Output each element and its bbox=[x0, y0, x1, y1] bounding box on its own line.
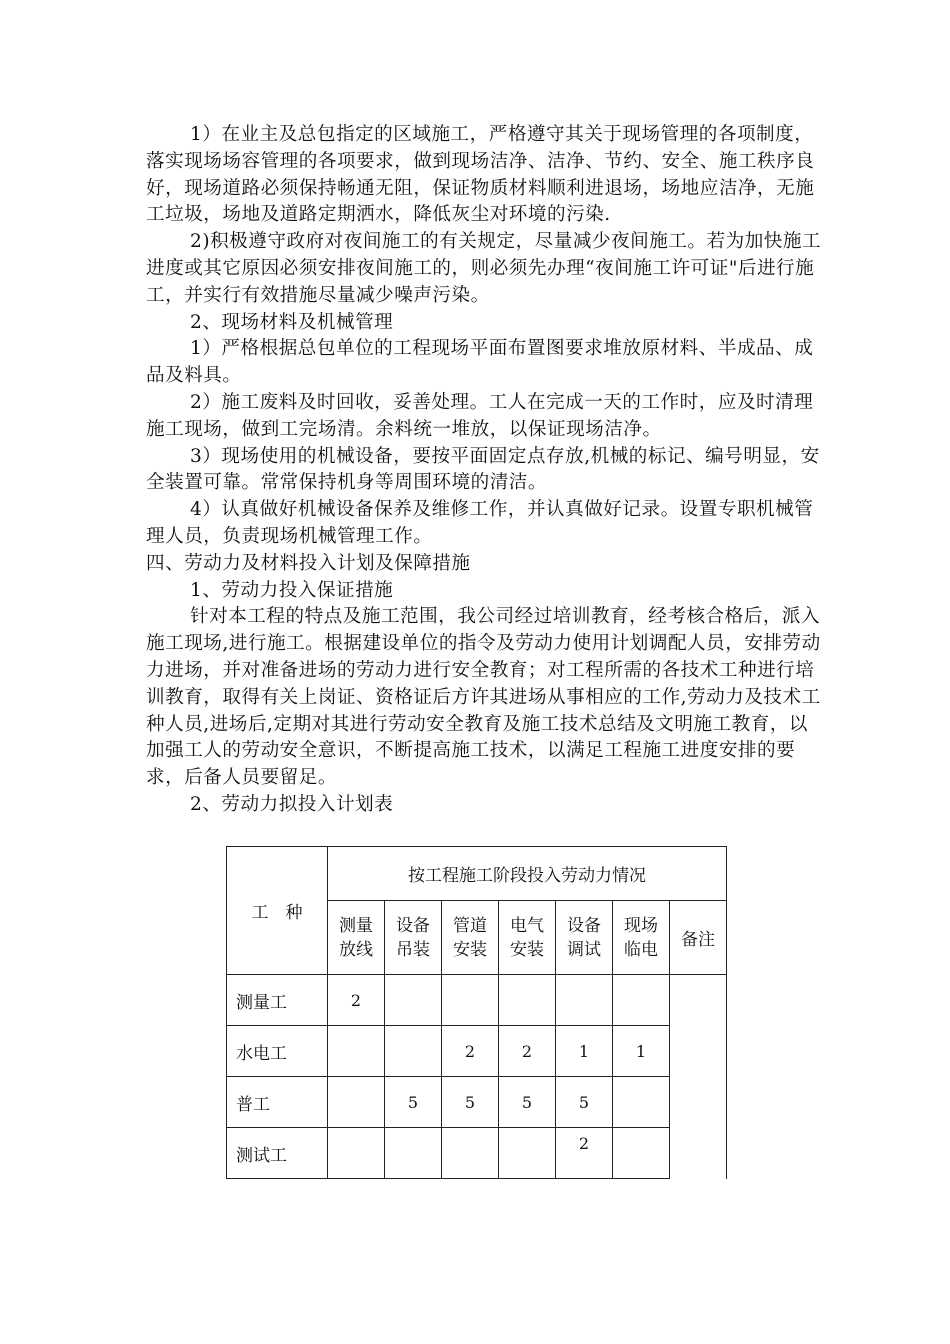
table-row bbox=[227, 1077, 727, 1128]
table-cell: 2 bbox=[328, 975, 385, 1026]
table-row bbox=[227, 1026, 727, 1077]
stage-header: 测量 放线 bbox=[328, 901, 385, 975]
table-cell bbox=[385, 1026, 442, 1077]
paragraph-labor-measures: 针对本工程的特点及施工范围，我公司经过培训教育，经考核合格后，派入施工现场,进行施工。根据建设单位的指令及劳动力使用计划调配人员，安排劳动力进场，并对准备进场的劳动力进行安全教育；对工程所需的各技术工种进行培训教育，取得有关上岗证、资格证后方许其进场从事相应的工作,劳动力及技术工种人员,进场后,定期对其进行劳动安全教育及施工技术总结及文明施工教育，以加强工人的劳动安全意识，不断提高施工技术，以满足工程施工进度安排的要求，后备人员要留足。 bbox=[146, 606, 821, 789]
paragraph-night-work: 2)积极遵守政府对夜间施工的有关规定，尽量减少夜间施工。若为加快施工进度或其它原因必须安排夜间施工的，则必须先办理“夜间施工许可证"后进行施工，并实行有效措施尽量减少噪声污染。 bbox=[146, 231, 822, 306]
table-cell bbox=[499, 1128, 556, 1179]
table-row bbox=[227, 1128, 727, 1179]
stage-header: 设备 吊装 bbox=[385, 901, 442, 975]
stage-header: 管道 安装 bbox=[442, 901, 499, 975]
table-row bbox=[227, 975, 727, 1026]
table-cell: 1 bbox=[613, 1026, 670, 1077]
table-cell: 2 bbox=[442, 1026, 499, 1077]
table-cell bbox=[328, 1128, 385, 1179]
stage-group-header: 按工程施工阶段投入劳动力情况 bbox=[328, 847, 727, 901]
worker-type-header: 工 种 bbox=[227, 847, 328, 975]
paragraph-machine-maintenance: 4）认真做好机械设备保养及维修工作，并认真做好记录。设置专职机械管理人员，负责现场机械管理工作。 bbox=[146, 499, 814, 547]
worker-name: 测试工 bbox=[227, 1128, 328, 1179]
worker-name: 测量工 bbox=[227, 975, 328, 1026]
table-cell: 5 bbox=[499, 1077, 556, 1128]
paragraph-waste-recycling: 2）施工废料及时回收，妥善处理。工人在完成一天的工作时，应及时清理施工现场，做到工完场清。余料统一堆放，以保证现场洁净。 bbox=[146, 391, 814, 440]
table-cell: 2 bbox=[556, 1128, 613, 1179]
table-cell bbox=[613, 1128, 670, 1179]
section-heading-labor-plan: 四、劳动力及材料投入计划及保障措施 bbox=[146, 552, 471, 574]
labor-plan-table bbox=[226, 846, 727, 1179]
note-cell bbox=[670, 975, 727, 1179]
table-cell bbox=[499, 975, 556, 1026]
paragraph-material-stacking: 1）严格根据总包单位的工程现场平面布置图要求堆放原材料、半成品、成品及料具。 bbox=[146, 338, 814, 387]
body-text bbox=[146, 122, 826, 819]
worker-name: 水电工 bbox=[227, 1026, 328, 1077]
table-cell: 5 bbox=[385, 1077, 442, 1128]
table-cell bbox=[556, 975, 613, 1026]
table-cell: 2 bbox=[499, 1026, 556, 1077]
paragraph-machine-storage: 3）现场使用的机械设备，要按平面固定点存放,机械的标记、编号明显，安全装置可靠。常常保持机身等周围环境的清洁。 bbox=[146, 445, 820, 494]
worker-name: 普工 bbox=[227, 1077, 328, 1128]
stage-header: 现场 临电 bbox=[613, 901, 670, 975]
table-cell bbox=[385, 1128, 442, 1179]
table-header-row bbox=[227, 847, 727, 901]
heading-labor-guarantee: 1、劳动力投入保证措施 bbox=[190, 579, 394, 601]
heading-labor-table: 2、劳动力拟投入计划表 bbox=[190, 793, 394, 815]
table-cell bbox=[385, 975, 442, 1026]
stage-header: 设备 调试 bbox=[556, 901, 613, 975]
table-cell: 1 bbox=[556, 1026, 613, 1077]
heading-materials-machinery: 2、现场材料及机械管理 bbox=[190, 311, 394, 333]
paragraph-site-management: 1）在业主及总包指定的区域施工，严格遵守其关于现场管理的各项制度，落实现场场容管理的各项要求，做到现场洁净、洁净、节约、安全、施工秩序良好，现场道路必须保持畅通无阻，保证物质材料顺利进退场，场地应洁净，无施工垃圾，场地及道路定期洒水，降低灰尘对环境的污染. bbox=[146, 124, 815, 226]
table-cell bbox=[613, 975, 670, 1026]
stage-header: 电气 安装 bbox=[499, 901, 556, 975]
table-cell bbox=[613, 1077, 670, 1128]
table-cell: 5 bbox=[556, 1077, 613, 1128]
table-cell bbox=[328, 1026, 385, 1077]
table-cell bbox=[442, 1128, 499, 1179]
note-header: 备注 bbox=[670, 901, 727, 975]
table-cell bbox=[328, 1077, 385, 1128]
table-cell bbox=[442, 975, 499, 1026]
table-cell: 5 bbox=[442, 1077, 499, 1128]
